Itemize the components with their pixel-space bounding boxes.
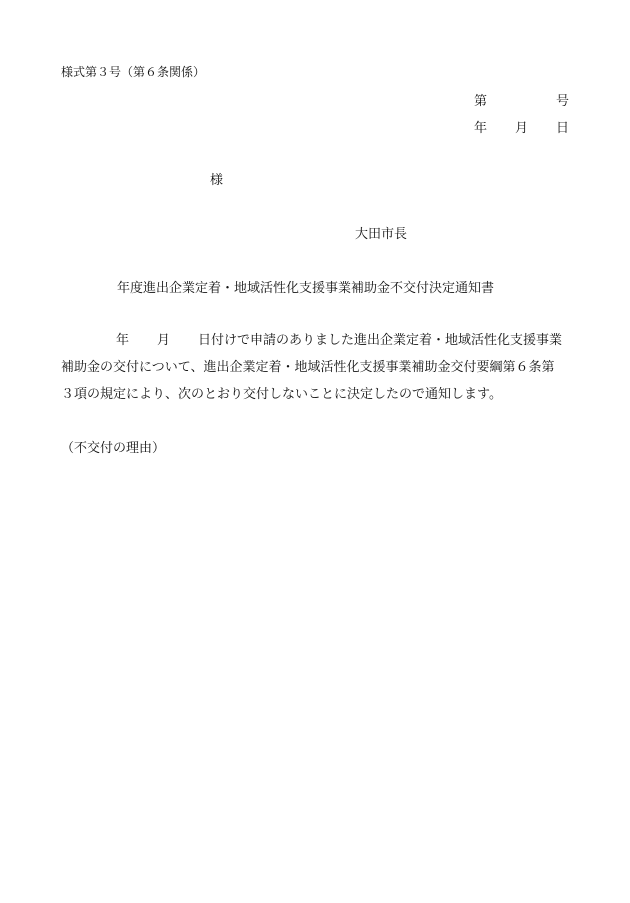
application-month-label: 月 — [157, 333, 171, 348]
body-line-2: 補助金の交付について、進出企業定着・地域活性化支援事業補助金交付要綱第６条第 — [61, 360, 555, 375]
document-number-prefix: 第 — [474, 94, 488, 109]
application-year-label: 年 — [116, 333, 130, 348]
form-number: 様式第３号（第６条関係） — [61, 65, 206, 79]
body-line-1-text: 日付けで申請のありました進出企業定着・地域活性化支援事業 — [198, 333, 563, 348]
body-line-3: ３項の規定により、次のとおり交付しないことに決定したので通知します。 — [61, 387, 502, 402]
sender-name: 大田市長 — [355, 227, 408, 242]
non-grant-reason-label: （不交付の理由） — [61, 441, 166, 456]
issue-date-month: 月 — [515, 121, 529, 136]
issue-date-year: 年 — [474, 121, 488, 136]
issue-date-day: 日 — [556, 121, 570, 136]
document-number-suffix: 号 — [556, 94, 570, 109]
recipient-honorific: 様 — [210, 173, 224, 188]
document-title: 年度進出企業定着・地域活性化支援事業補助金不交付決定通知書 — [117, 281, 495, 296]
